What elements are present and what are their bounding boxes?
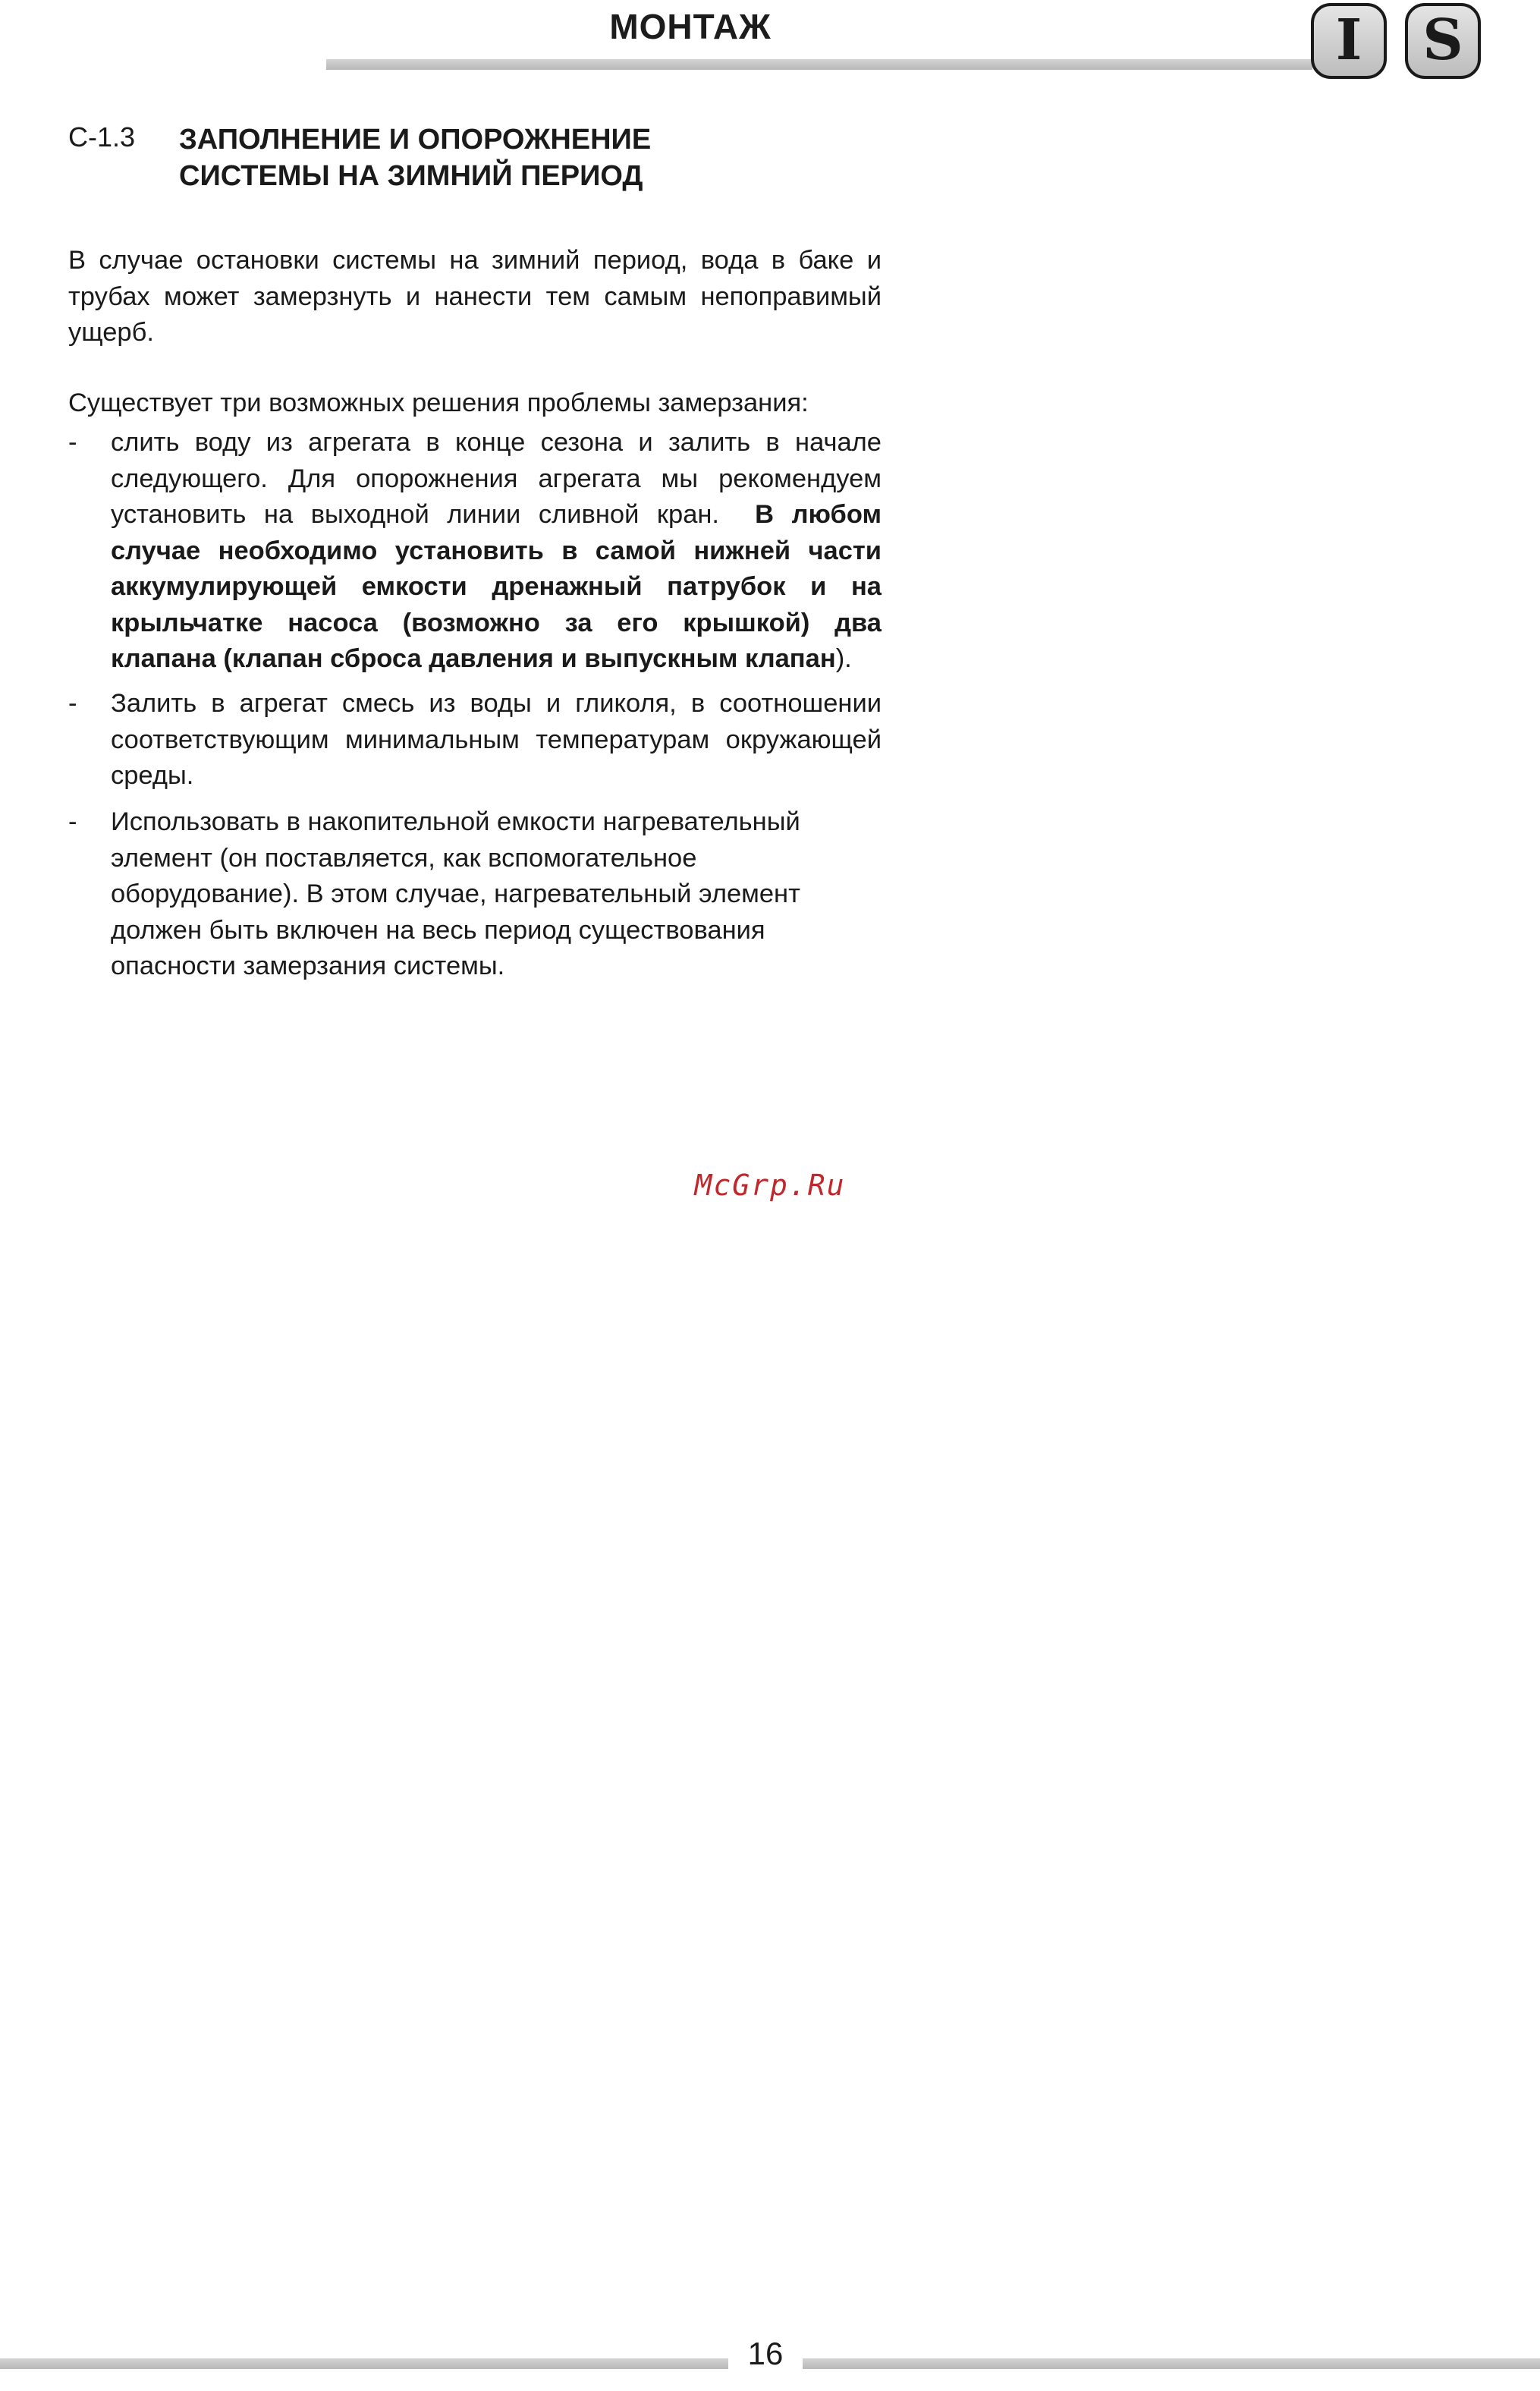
footer-divider-bar-right — [803, 2358, 1540, 2369]
list-item — [68, 686, 882, 794]
section-title-line-1: ЗАПОЛНЕНИЕ И ОПОРОЖНЕНИЕ — [179, 124, 652, 156]
page-header-title: МОНТАЖ — [609, 7, 772, 46]
list-item-dash: - — [68, 428, 77, 457]
list-item-plain-text: слить воду из агрегата в конце сезона и залить в начале следующего. Для опорожнения агрегата мы рекомендуем установить на выходной линии сливной кран. — [111, 428, 882, 529]
list-item-text: Использовать в накопительной емкости нагревательный элемент (он поставляется, как вспомогательное оборудование). В этом случае, нагревательный элемент должен быть включен на весь период существования опасности замерзания системы. — [111, 807, 800, 980]
list-item-text — [111, 425, 882, 678]
watermark-text: McGrp.Ru — [694, 1169, 846, 1202]
language-badge-s: S — [1405, 3, 1481, 79]
section-number: С-1.3 — [68, 121, 136, 153]
section-title-line-2: СИСТЕМЫ НА ЗИМНИЙ ПЕРИОД — [179, 160, 643, 192]
solutions-lead-paragraph: Существует три возможных решения проблемы замерзания: — [68, 389, 809, 417]
footer-divider-bar-left — [0, 2358, 728, 2369]
list-item-tail-text: ). — [835, 644, 852, 673]
header-divider-bar — [326, 59, 1312, 70]
list-item — [68, 425, 882, 678]
list-item-dash: - — [68, 689, 77, 718]
language-badge-i: I — [1311, 3, 1387, 79]
list-item-dash: - — [68, 807, 77, 836]
page-number: 16 — [747, 2336, 784, 2371]
list-item-bold-text: В любом случае необходимо установить в самой нижней части аккумулирующей емкости дренажный патрубок и на крыльчатке насоса (возможно за его крышкой) два клапана (клапан сброса давления и выпускным клапан — [111, 500, 882, 673]
list-item-text: Залить в агрегат смесь из воды и гликоля, в соотношении соответствующим минимальным температурам окружающей среды. — [111, 689, 882, 790]
list-item — [68, 804, 882, 985]
intro-paragraph: В случае остановки системы на зимний период, вода в баке и трубах может замерзнуть и нанести тем самым непоправимый ущерб. — [68, 246, 882, 347]
section-title — [179, 121, 651, 194]
